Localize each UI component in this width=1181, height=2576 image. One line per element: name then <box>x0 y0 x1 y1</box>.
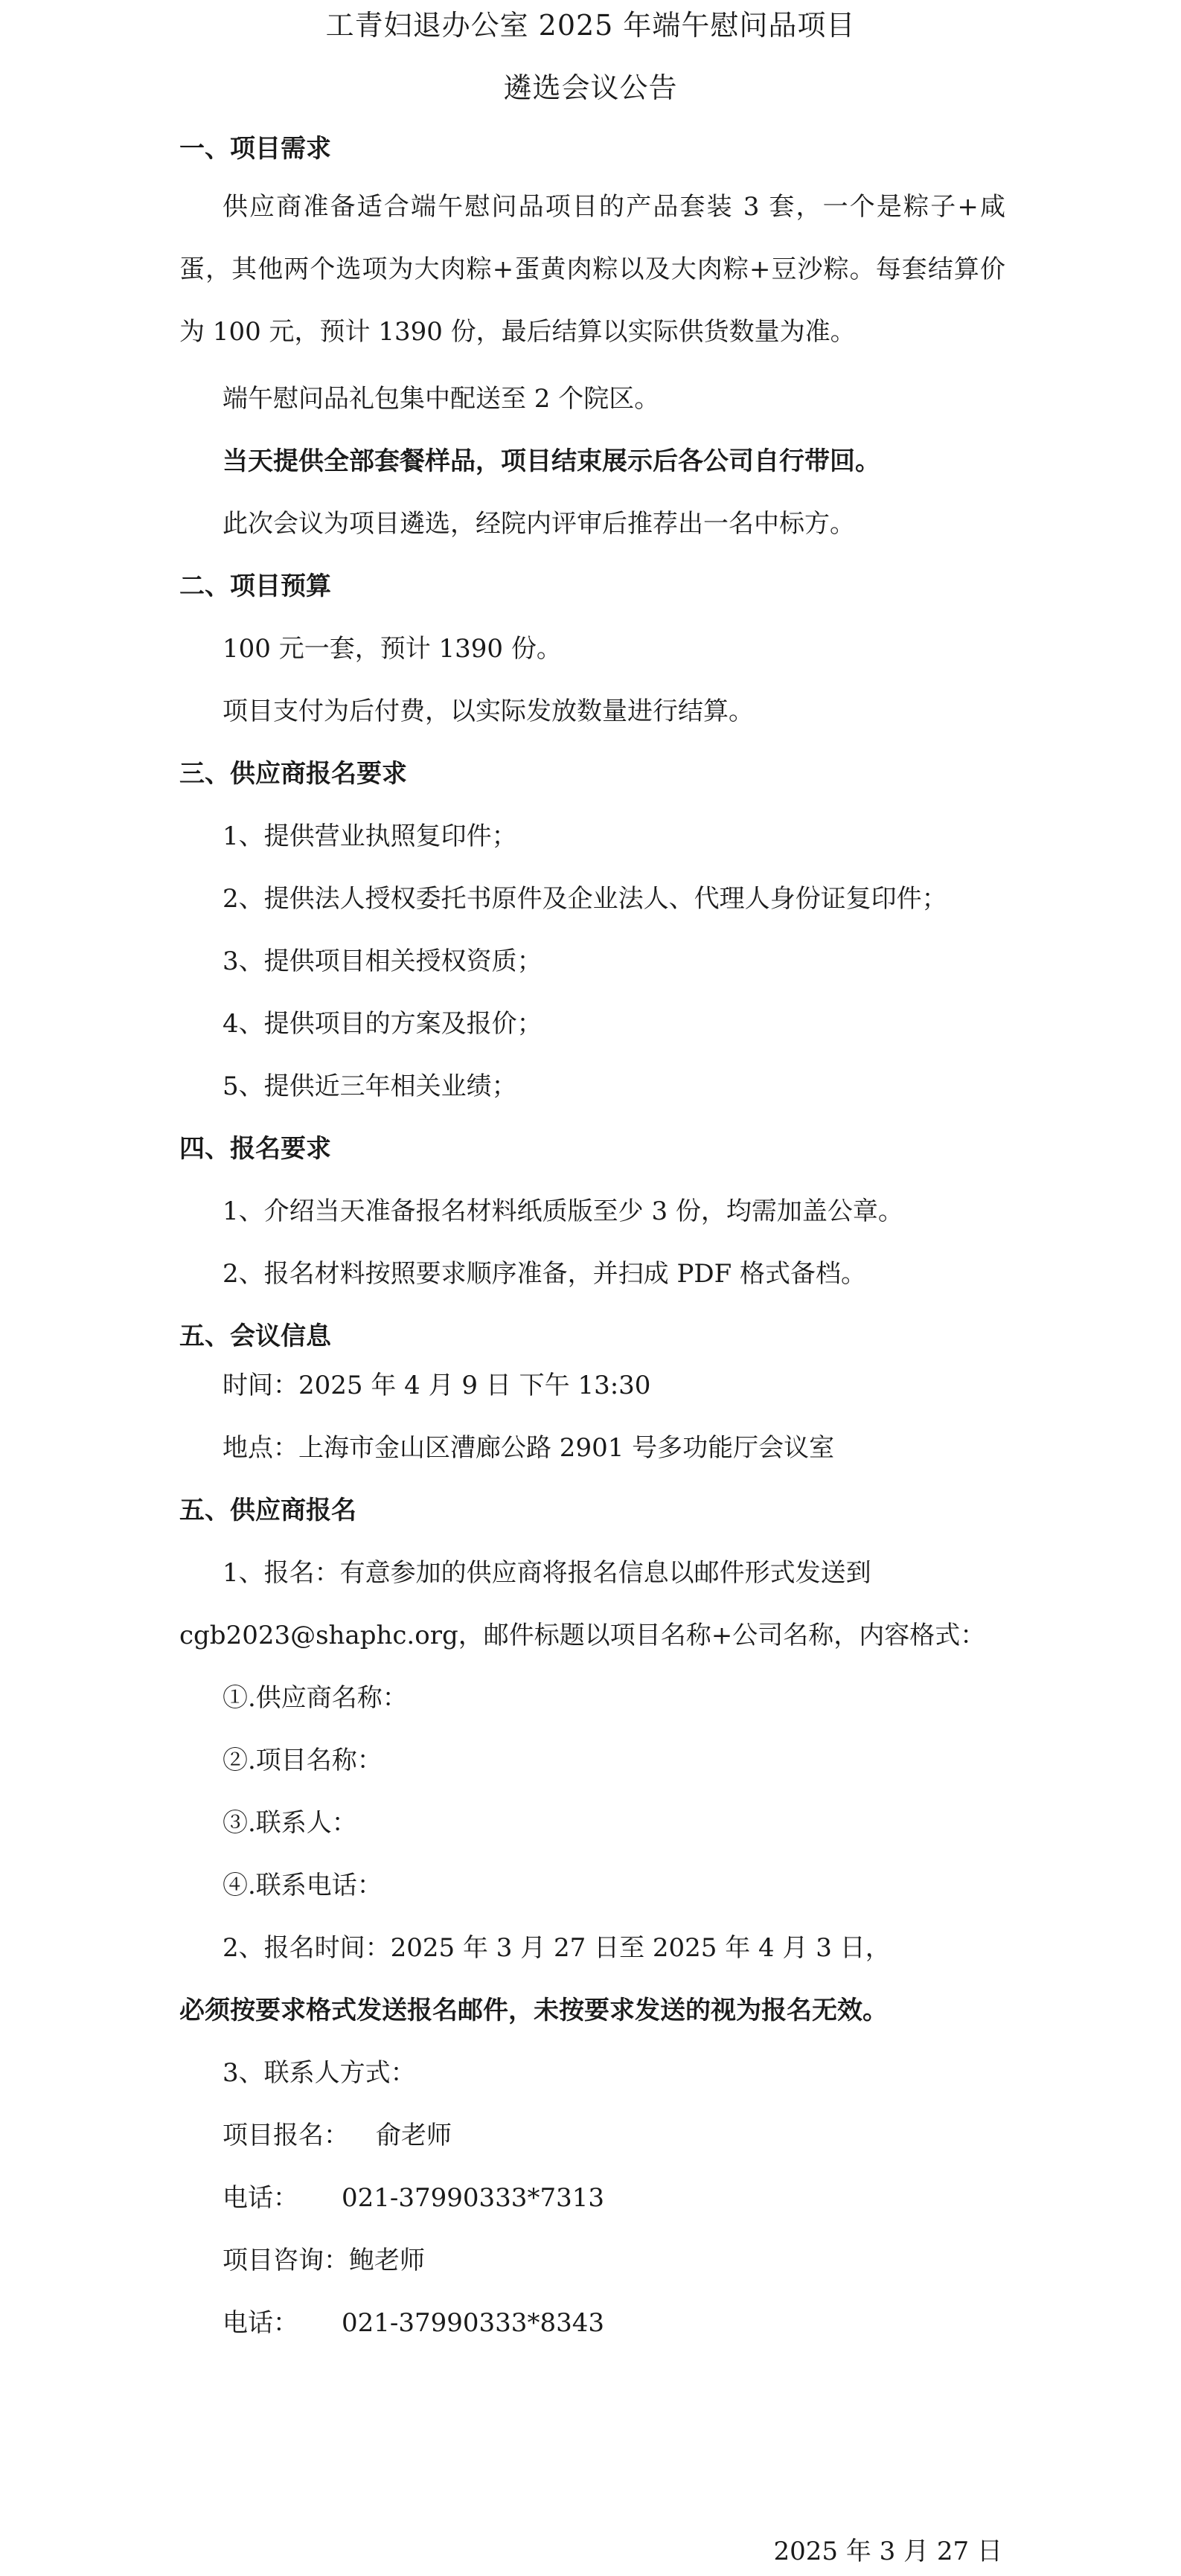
contact-row <box>223 2244 425 2277</box>
list-item: 2、提供法人授权委托书原件及企业法人、代理人身份证复印件； <box>223 884 947 914</box>
meeting-time: 时间：2025 年 4 月 9 日 下午 13:30 <box>223 1371 651 1400</box>
signup-period: 2、报名时间：2025 年 3 月 27 日至 2025 年 4 月 3 日， <box>223 1933 891 1963</box>
list-item: 1、介绍当天准备报名材料纸质版至少 3 份，均需加盖公章。 <box>223 1196 903 1226</box>
signup-email-line: cgb2023@shaphc.org，邮件标题以项目名称+公司名称，内容格式： <box>179 1621 986 1650</box>
list-item: 5、提供近三年相关业绩； <box>223 1071 517 1101</box>
contact-label: 电话： <box>223 2183 298 2213</box>
section-heading-supplier-signup: 五、供应商报名 <box>179 1496 356 1525</box>
selection-note: 此次会议为项目遴选，经院内评审后推荐出一名中标方。 <box>223 509 855 539</box>
section-heading-budget: 二、项目预算 <box>179 571 331 601</box>
budget-line: 100 元一套，预计 1390 份。 <box>223 634 562 664</box>
list-item: 1、提供营业执照复印件； <box>223 821 517 851</box>
contact-value: 鲍老师 <box>349 2246 425 2275</box>
contact-row <box>223 2182 604 2214</box>
contact-value: 021-37990333*7313 <box>342 2183 604 2213</box>
document-subtitle: 遴选会议公告 <box>503 71 678 104</box>
requirements-paragraph: 供应商准备适合端午慰问品项目的产品套装 3 套，一个是粽子+咸蛋，其他两个选项为大肉粽+蛋黄肉粽以及大肉粽+豆沙粽。每套结算价为 100 元，预计 1390 份，最后结算以实际供货数量为准。 <box>179 192 1005 347</box>
document-title: 工青妇退办公室 2025 年端午慰问品项目 <box>325 9 856 42</box>
contact-heading: 3、联系人方式： <box>223 2058 416 2088</box>
section-heading-signup-requirements: 四、报名要求 <box>179 1134 331 1164</box>
list-item: 3、提供项目相关授权资质； <box>223 946 543 976</box>
delivery-note: 端午慰问品礼包集中配送至 2 个院区。 <box>223 384 660 414</box>
meeting-place: 地点：上海市金山区漕廊公路 2901 号多功能厅会议室 <box>223 1433 835 1463</box>
section-heading-meeting-info: 五、会议信息 <box>179 1321 331 1351</box>
contact-value: 021-37990333*8343 <box>342 2308 604 2338</box>
contact-label: 电话： <box>223 2308 298 2338</box>
list-item: 2、报名材料按照要求顺序准备，并扫成 PDF 格式备档。 <box>223 1259 866 1289</box>
contact-label: 项目咨询： <box>223 2246 349 2275</box>
contact-label: 项目报名： <box>223 2121 349 2150</box>
signup-instruction: 1、报名：有意参加的供应商将报名信息以邮件形式发送到 <box>223 1558 871 1588</box>
contact-row <box>223 2119 452 2152</box>
contact-row <box>223 2307 604 2339</box>
section-heading-requirements: 一、项目需求 <box>179 134 331 164</box>
payment-line: 项目支付为后付费，以实际发放数量进行结算。 <box>223 696 754 726</box>
signup-warning: 必须按要求格式发送报名邮件，未按要求发送的视为报名无效。 <box>179 1996 888 2025</box>
form-field-label: ②.项目名称： <box>223 1746 383 1775</box>
list-item: 4、提供项目的方案及报价； <box>223 1009 543 1039</box>
section-heading-supplier-requirements: 三、供应商报名要求 <box>179 759 407 789</box>
sample-note: 当天提供全部套餐样品，项目结束展示后各公司自行带回。 <box>223 446 880 476</box>
form-field-label: ③.联系人： <box>223 1808 357 1838</box>
form-field-label: ①.供应商名称： <box>223 1683 408 1713</box>
document-date: 2025 年 3 月 27 日 <box>773 2537 1002 2566</box>
form-field-label: ④.联系电话： <box>223 1871 383 1900</box>
contact-value: 俞老师 <box>376 2121 452 2150</box>
